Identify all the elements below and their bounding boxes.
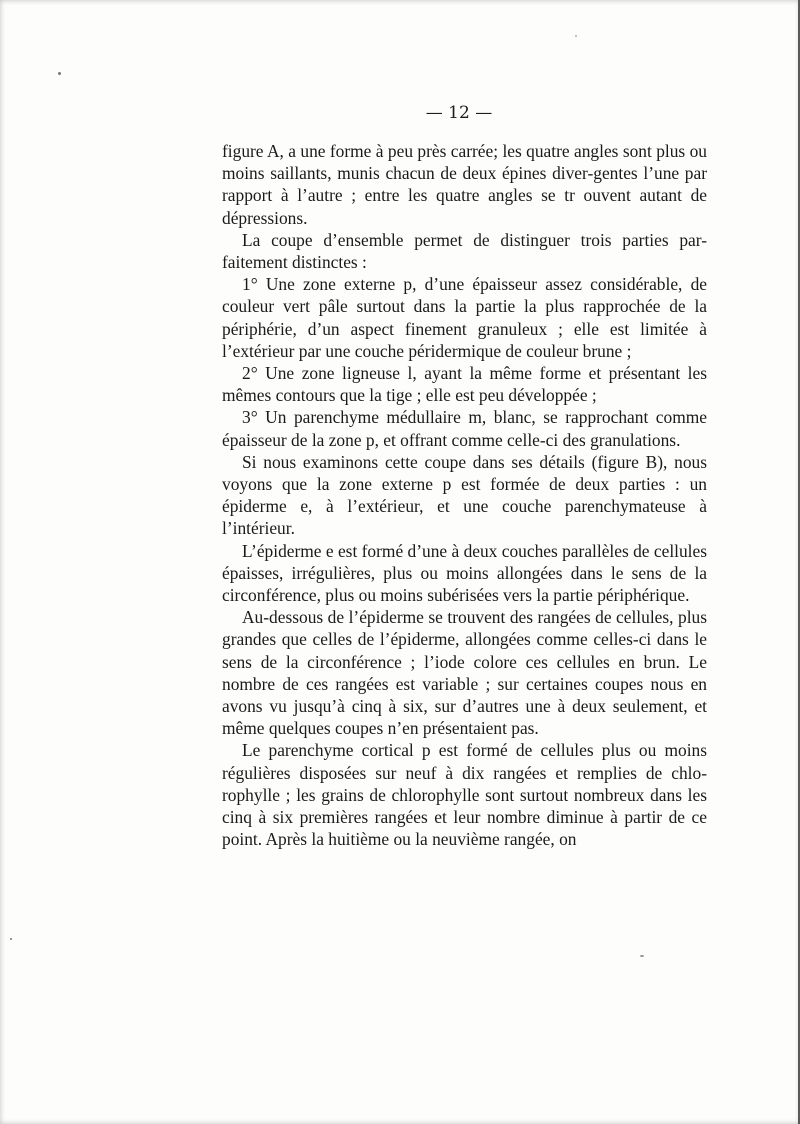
scan-speck (640, 955, 644, 957)
paragraph-2: La coupe d’ensemble permet de distinguer trois parties par-faitement distinctes : (222, 229, 707, 273)
paragraph-6: Si nous examinons cette coupe dans ses détails (figure B), nous voyons que la zone externe p est formée de deux parties : un épiderme e, à l’extérieur, et une couche parenchymateuse à l’intérieur. (222, 451, 707, 539)
scan-speck (58, 72, 61, 75)
body-text (222, 140, 707, 851)
paragraph-8: Au-dessous de l’épiderme se trouvent des rangées de cellules, plus grandes que celles de l’épiderme, allongées comme celles-ci dans le sens de la circonférence ; l’iode colore ces cellules en brun. Le nombre de ces rangées est variable ; sur certaines coupes nous en avons vu jusqu’à cinq à six, sur d’autres une à deux seulement, et même quelques coupes n’en présentaient pas. (222, 607, 707, 739)
paragraph-7: L’épiderme e est formé d’une à deux couches parallèles de cellules épaisses, irrégulières, plus ou moins allongées dans le sens de la circonférence, plus ou moins subérisées vers la partie périphérique. (222, 540, 707, 606)
paragraph-9: Le parenchyme cortical p est formé de cellules plus ou moins régulières disposées sur neuf à dix rangées et remplies de chlo-rophylle ; les grains de chlorophylle sont surtout nombreux dans les cinq à six premières rangées et leur nombre diminue à partir de ce point. Après la huitième ou la neuvième rangée, on (222, 740, 707, 850)
paragraph-5: 3° Un parenchyme médullaire m, blanc, se rapprochant comme épaisseur de la zone p, et offrant comme celle-ci des granulations. (222, 407, 707, 450)
scan-speck (575, 35, 577, 37)
paragraph-1: figure A, a une forme à peu près carrée; les quatre angles sont plus ou moins saillants, munis chacun de deux épines diver-gentes l’une par rapport à l’autre ; entre les quatre angles se tr ouvent autant de dépressions. (222, 141, 707, 228)
page-number: — 12 — (425, 103, 493, 123)
paragraph-4: 2° Une zone ligneuse l, ayant la même forme et présentant les mêmes contours que la tige ; elle est peu développée ; (222, 363, 707, 406)
scan-speck (10, 938, 12, 940)
paragraph-3: 1° Une zone externe p, d’une épaisseur assez considérable, de couleur vert pâle surtout dans la partie la plus rapprochée de la périphérie, d’un aspect finement granuleux ; elle est limitée à l’extérieur par une couche péridermique de couleur brune ; (222, 274, 707, 361)
